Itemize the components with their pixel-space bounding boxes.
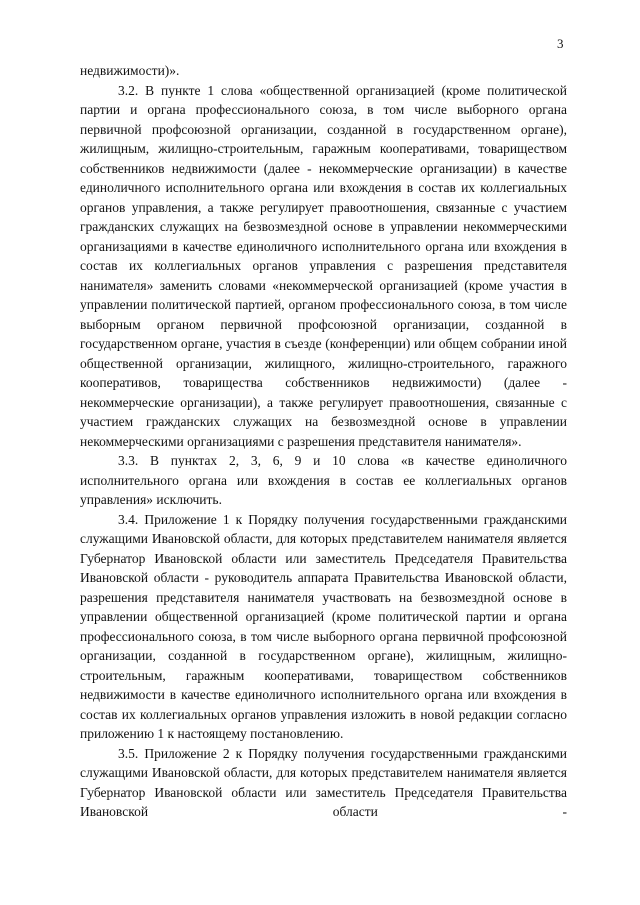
paragraph-3-5: 3.5. Приложение 2 к Порядку получения государственными гражданскими служащими Ивановской области, для которых представителем нанимателя является Губернатор Ивановской области или заместитель Председателя Правительства Ивановской области - bbox=[80, 745, 567, 819]
page-number: 3 bbox=[557, 36, 564, 51]
paragraph-continuation: недвижимости)». bbox=[80, 63, 180, 78]
document-body bbox=[80, 61, 567, 822]
paragraph-3-2: 3.2. В пункте 1 слова «общественной организацией (кроме политической партии и органа профессионального союза, в том числе выборного органа первичной профсоюзной организации, созданной в государственном органе), жилищным, жилищно-строительным, гаражным кооперативами, товариществом собственников недвижимости (далее - некоммерческие организации) в качестве единоличного исполнительного органа или вхождения в состав их коллегиальных органов управления, а также регулирует правоотношения, связанные с участием гражданских служащих на безвозмездной основе в управлении некоммерческими организациями в качестве единоличного исполнительного органа или вхождения в состав их коллегиальных органов управления с разрешения представителя нанимателя» заменить словами «некоммерческой организацией (кроме участия в управлении политической партией, органом профессионального союза, в том числе выборным органом первичной профсоюзной организации, созданной в государственном органе, участия в съезде (конференции) или общем собрании иной общественной организации, жилищного, жилищно-строительного, гаражного кооперативов, товарищества собственников недвижимости) (далее - некоммерческие организации), а также регулирует правоотношения, связанные с участием гражданских служащих на безвозмездной основе в управлении некоммерческими организациями с разрешения представителя нанимателя». bbox=[80, 82, 567, 449]
paragraph-3-3: 3.3. В пунктах 2, 3, 6, 9 и 10 слова «в качестве единоличного исполнительного органа или вхождения в состав ее коллегиальных органов управления» исключить. bbox=[80, 453, 567, 507]
paragraph-3-4: 3.4. Приложение 1 к Порядку получения государственными гражданскими служащими Ивановской области, для которых представителем нанимателя является Губернатор Ивановской области или заместитель Председателя Правительства Ивановской области - руководитель аппарата Правительства Ивановской области, разрешения представителя нанимателя участвовать на безвозмездной основе в управлении общественной организацией (кроме политической партии и органа профессионального союза, в том числе выборного органа первичной профсоюзной организации, созданной в государственном органе), жилищным, жилищно-строительным, гаражным кооперативами, товариществом собственников недвижимости в качестве единоличного исполнительного органа или вхождения в состав их коллегиальных органов управления изложить в новой редакции согласно приложению 1 к настоящему постановлению. bbox=[80, 511, 567, 741]
